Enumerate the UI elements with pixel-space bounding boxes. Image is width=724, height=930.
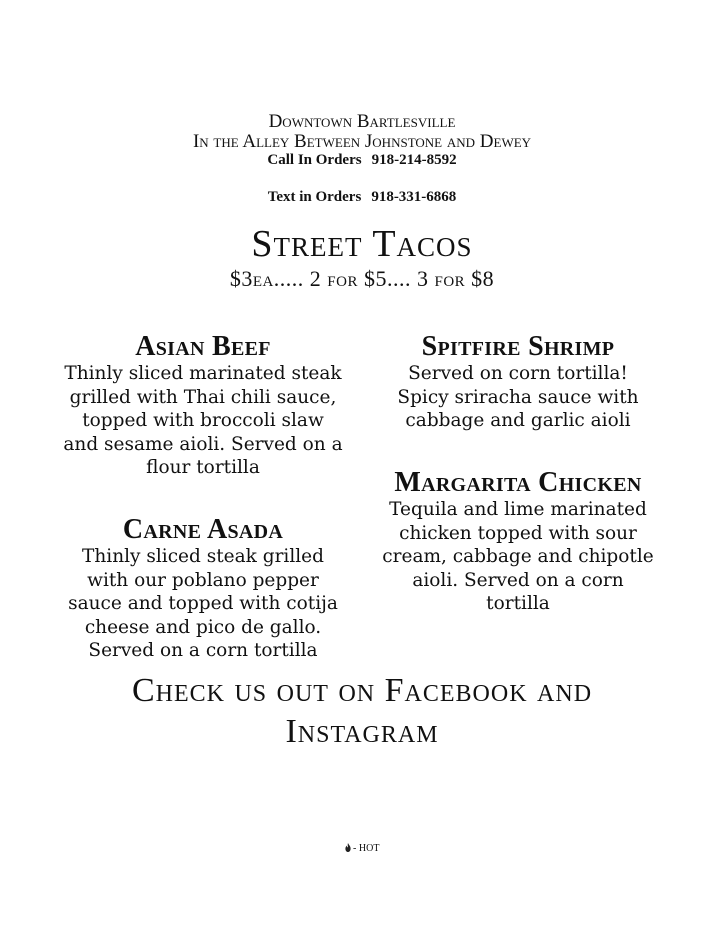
menu-title: Street Tacos (251, 223, 473, 265)
menu-item-carne-asada (62, 515, 344, 663)
hot-legend-text: - HOT (353, 843, 380, 854)
flame-icon (345, 843, 351, 852)
item-description: Thinly sliced steak grilled with our poblano pepper sauce and topped with cotija cheese and pico de gallo. Served on a corn tortilla (68, 546, 338, 661)
social-callout (0, 670, 724, 752)
header (0, 112, 724, 205)
location-line-2: In the Alley Between Johnstone and Dewey (192, 131, 532, 152)
text-in-number: 918-331-6868 (371, 189, 457, 205)
location-line-1: Downtown Bartlesville (268, 111, 456, 132)
item-name: Spitfire Shrimp (421, 331, 615, 362)
text-in-label: Text in Orders (267, 189, 362, 205)
call-in-label: Call In Orders (267, 152, 362, 168)
item-name: Margarita Chicken (394, 467, 642, 498)
hot-legend (0, 843, 724, 855)
menu-item-margarita-chicken (380, 468, 656, 616)
item-name: Asian Beef (135, 331, 271, 362)
item-description: Tequila and lime marinated chicken topped with sour cream, cabbage and chipotle aioli. Served on a corn tortilla (382, 499, 654, 614)
menu-item-asian-beef (62, 332, 344, 480)
social-line-1: Check us out on Facebook and (131, 672, 593, 709)
item-name: Carne Asada (122, 514, 284, 545)
call-in-number: 918-214-8592 (371, 152, 457, 168)
call-in-orders (0, 152, 724, 168)
price-line: $3ea..... 2 for $5.... 3 for $8 (229, 266, 495, 291)
text-in-orders (0, 189, 724, 205)
item-description: Thinly sliced marinated steak grilled with Thai chili sauce, topped with broccoli slaw and sesame aioli. Served on a flour tortilla (63, 363, 343, 478)
item-description: Served on corn tortilla! Spicy sriracha sauce with cabbage and garlic aioli (397, 363, 639, 431)
menu-item-spitfire-shrimp (380, 332, 656, 433)
social-line-2: Instagram (285, 713, 439, 750)
